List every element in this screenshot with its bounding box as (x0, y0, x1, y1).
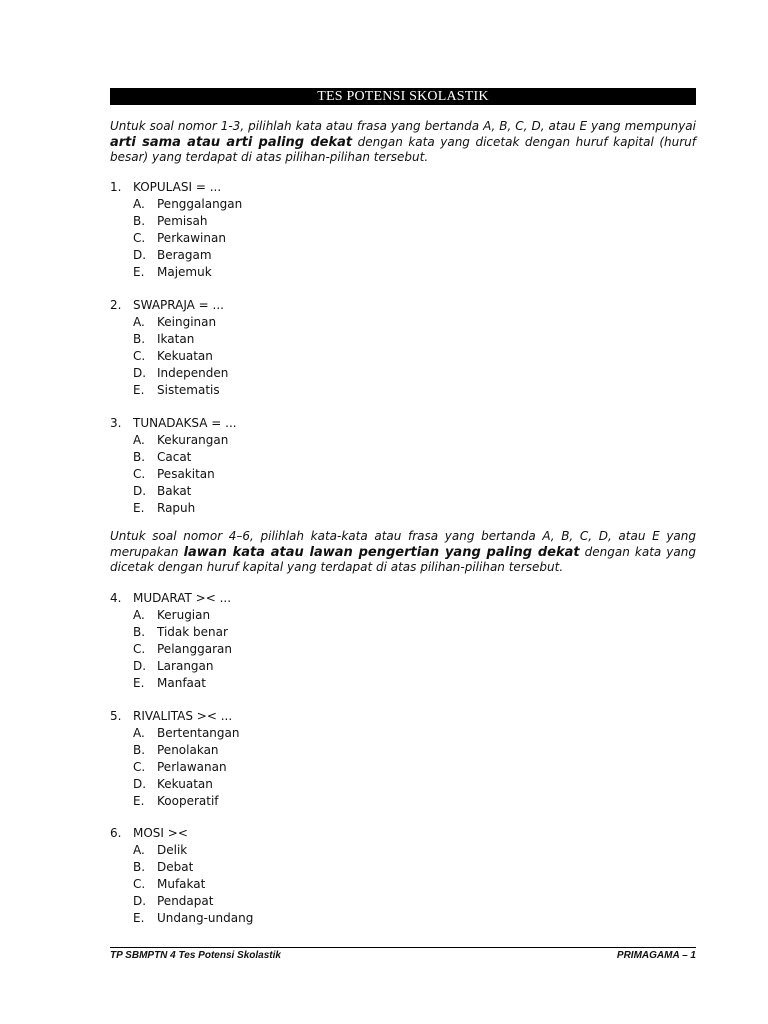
option-d[interactable] (110, 658, 232, 675)
question-6 (110, 825, 253, 927)
option-c[interactable] (110, 641, 232, 658)
option-letter: C. (133, 231, 146, 245)
option-a[interactable] (110, 196, 242, 213)
option-letter: E. (133, 911, 145, 925)
option-text: Undang-undang (157, 911, 254, 925)
option-letter: D. (133, 248, 147, 262)
option-letter: D. (133, 894, 147, 908)
option-c[interactable] (110, 876, 253, 893)
option-letter: A. (133, 608, 145, 622)
option-d[interactable] (110, 776, 239, 793)
option-d[interactable] (110, 483, 237, 500)
page-title: TES POTENSI SKOLASTIK (110, 88, 696, 105)
option-b[interactable] (110, 859, 253, 876)
option-b[interactable] (110, 449, 237, 466)
option-text: Cacat (157, 450, 192, 464)
instruction-2-text: Untuk soal nomor 4–6, pilihlah kata-kata atau frasa yang bertanda A, B, C, D, atau E yang merupakan (110, 529, 696, 559)
option-b[interactable] (110, 213, 242, 230)
question-number: 2. (110, 298, 122, 312)
option-letter: E. (133, 501, 145, 515)
option-text: Bakat (157, 484, 192, 498)
question-stem: SWAPRAJA = ... (133, 298, 224, 312)
option-text: Pendapat (157, 894, 214, 908)
option-b[interactable] (110, 624, 232, 641)
instruction-2-emphasis: lawan kata atau lawan pengertian yang paling dekat (183, 544, 580, 560)
option-e[interactable] (110, 382, 228, 399)
option-letter: E. (133, 265, 145, 279)
question-number: 6. (110, 826, 122, 840)
option-text: Ikatan (157, 332, 195, 346)
question-stem: RIVALITAS >< ... (133, 709, 233, 723)
question-stem: KOPULASI = ... (133, 180, 222, 194)
option-text: Sistematis (157, 383, 220, 397)
option-d[interactable] (110, 247, 242, 264)
option-letter: C. (133, 349, 146, 363)
option-text: Pemisah (157, 214, 208, 228)
option-letter: C. (133, 760, 146, 774)
question-stem: MUDARAT >< ... (133, 591, 232, 605)
option-text: Pesakitan (157, 467, 215, 481)
option-text: Larangan (157, 659, 214, 673)
question-2 (110, 297, 228, 399)
option-letter: E. (133, 794, 145, 808)
question-stem: MOSI >< (133, 826, 188, 840)
option-letter: D. (133, 366, 147, 380)
option-letter: C. (133, 642, 146, 656)
option-letter: B. (133, 332, 146, 346)
option-c[interactable] (110, 759, 239, 776)
instruction-2 (110, 529, 696, 576)
instruction-2-text-end: dengan kata yang dicetak dengan huruf kapital yang terdapat di atas pilihan-pilihan tersebut. (110, 544, 696, 574)
option-text: Delik (157, 843, 188, 857)
option-text: Rapuh (157, 501, 196, 515)
option-text: Bertentangan (157, 726, 240, 740)
option-letter: B. (133, 860, 146, 874)
option-c[interactable] (110, 348, 228, 365)
option-letter: A. (133, 315, 145, 329)
option-text: Perlawanan (157, 760, 227, 774)
option-c[interactable] (110, 230, 242, 247)
option-letter: E. (133, 383, 145, 397)
question-number: 3. (110, 416, 122, 430)
option-b[interactable] (110, 742, 239, 759)
footer-right: PRIMAGAMA – 1 (616, 950, 696, 961)
option-a[interactable] (110, 607, 232, 624)
question-5 (110, 708, 239, 810)
option-e[interactable] (110, 910, 253, 927)
option-text: Kekuatan (157, 349, 213, 363)
option-letter: B. (133, 450, 146, 464)
option-text: Perkawinan (157, 231, 226, 245)
option-text: Kooperatif (157, 794, 219, 808)
option-letter: A. (133, 726, 145, 740)
question-number: 4. (110, 591, 122, 605)
option-text: Beragam (157, 248, 212, 262)
option-text: Mufakat (157, 877, 206, 891)
option-text: Penolakan (157, 743, 219, 757)
option-e[interactable] (110, 675, 232, 692)
question-4 (110, 590, 232, 692)
option-letter: A. (133, 843, 145, 857)
question-number: 5. (110, 709, 122, 723)
option-text: Debat (157, 860, 194, 874)
option-letter: B. (133, 625, 146, 639)
instruction-1-text-end: dengan kata yang dicetak dengan huruf kapital (huruf besar) yang terdapat di atas pilihan-pilihan tersebut. (110, 134, 696, 164)
option-a[interactable] (110, 432, 237, 449)
option-b[interactable] (110, 331, 228, 348)
option-a[interactable] (110, 725, 239, 742)
option-text: Keinginan (157, 315, 217, 329)
option-d[interactable] (110, 365, 228, 382)
question-1 (110, 179, 242, 281)
question-stem: TUNADAKSA = ... (133, 416, 237, 430)
option-e[interactable] (110, 793, 239, 810)
option-text: Pelanggaran (157, 642, 232, 656)
option-letter: C. (133, 877, 146, 891)
option-letter: A. (133, 433, 145, 447)
option-letter: D. (133, 659, 147, 673)
option-text: Kekuatan (157, 777, 213, 791)
option-text: Kerugian (157, 608, 211, 622)
option-letter: D. (133, 484, 147, 498)
instruction-1 (110, 119, 696, 166)
option-e[interactable] (110, 500, 237, 517)
option-letter: D. (133, 777, 147, 791)
option-text: Independen (157, 366, 229, 380)
option-text: Tidak benar (157, 625, 228, 639)
option-letter: A. (133, 197, 145, 211)
option-text: Penggalangan (157, 197, 243, 211)
option-e[interactable] (110, 264, 242, 281)
option-d[interactable] (110, 893, 253, 910)
question-3 (110, 415, 237, 517)
option-text: Manfaat (157, 676, 206, 690)
option-letter: B. (133, 214, 146, 228)
footer-divider (110, 947, 696, 948)
question-number: 1. (110, 180, 122, 194)
option-text: Kekurangan (157, 433, 229, 447)
option-letter: C. (133, 467, 146, 481)
option-letter: B. (133, 743, 146, 757)
instruction-1-text: Untuk soal nomor 1-3, pilihlah kata atau frasa yang bertanda A, B, C, D, atau E yang mempunyai (110, 119, 696, 133)
footer-left: TP SBMPTN 4 Tes Potensi Skolastik (110, 950, 281, 961)
option-a[interactable] (110, 314, 228, 331)
option-c[interactable] (110, 466, 237, 483)
option-letter: E. (133, 676, 145, 690)
option-text: Majemuk (157, 265, 212, 279)
instruction-1-emphasis: arti sama atau arti paling dekat (110, 134, 353, 150)
option-a[interactable] (110, 842, 253, 859)
